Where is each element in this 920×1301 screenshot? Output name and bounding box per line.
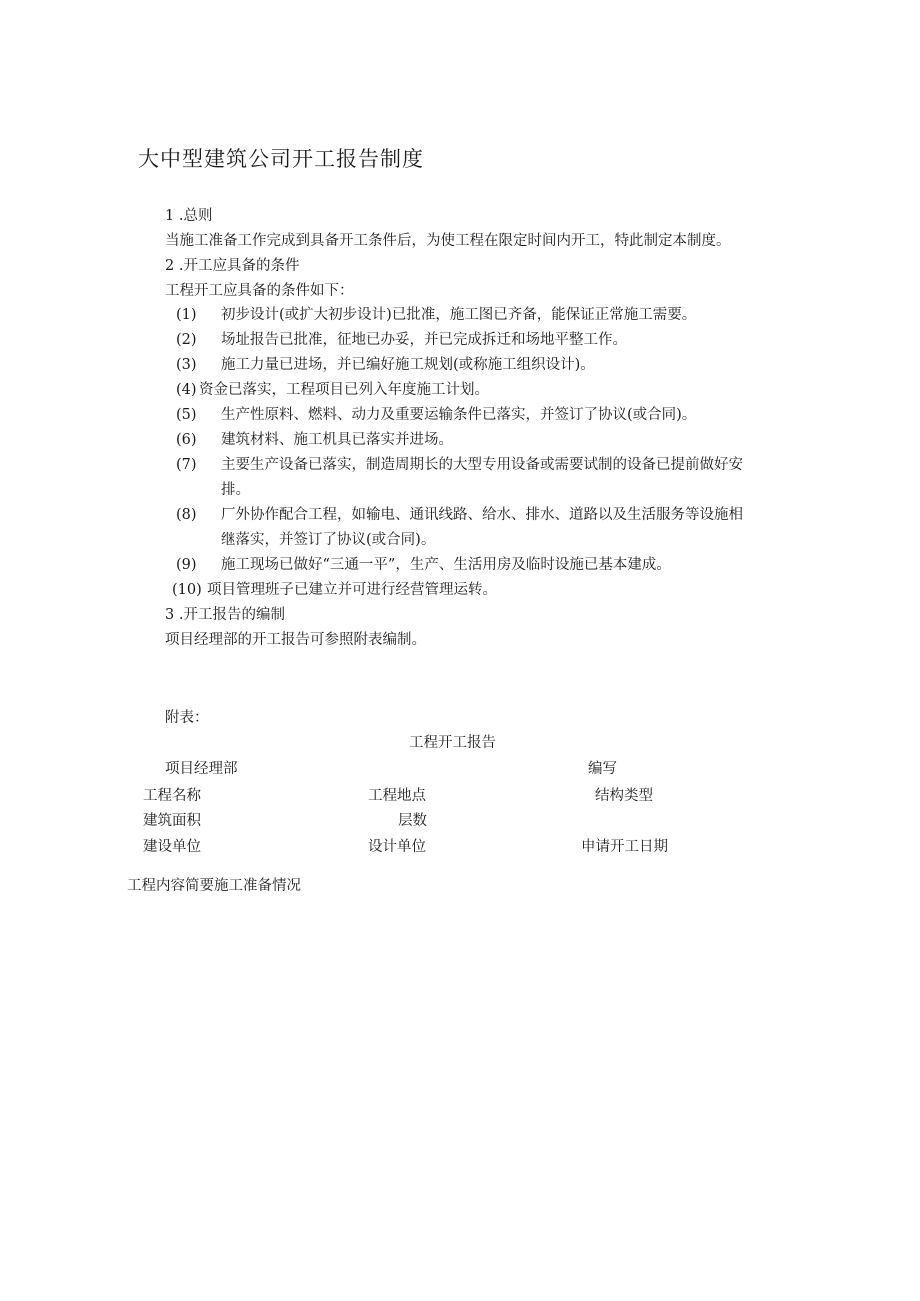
field-location-label: 工程地点 [368, 788, 426, 804]
list-item: 施工力量已进场，并已编好施工规划(或称施工组织设计)。 [221, 357, 595, 373]
list-item: 项目管理班子已建立并可进行经营管理运转。 [207, 582, 497, 598]
list-item: 施工现场已做好“三通一平”，生产、生活用房及临时设施已基本建成。 [221, 557, 671, 573]
form-title: 工程开工报告 [409, 735, 496, 751]
list-item-number: (3) [176, 357, 197, 373]
field-structure-label: 结构类型 [595, 788, 653, 804]
list-item: 建筑材料、施工机具已落实并进场。 [221, 432, 453, 448]
list-item: 初步设计(或扩大初步设计)已批准，施工图已齐备，能保证正常施工需要。 [221, 307, 697, 323]
field-writer-label: 编写 [588, 761, 617, 777]
page-title: 大中型建筑公司开工报告制度 [138, 147, 424, 171]
list-item-number: (4) [176, 382, 197, 398]
list-item-number: (10) [172, 582, 202, 598]
list-item-number: (8) [176, 507, 197, 523]
list-item-continuation: 排。 [221, 482, 250, 498]
list-item-continuation: 继落实，并签订了协议(或合同)。 [221, 532, 436, 548]
list-item: 生产性原料、燃料、动力及重要运输条件已落实，并签订了协议(或合同)。 [221, 407, 697, 423]
field-designer-label: 设计单位 [368, 839, 426, 855]
section-3-body: 项目经理部的开工报告可参照附表编制。 [165, 632, 426, 648]
field-floors-label: 层数 [398, 813, 427, 829]
section-1-heading: 1 .总则 [165, 208, 213, 224]
field-dept-label: 项目经理部 [165, 761, 238, 777]
list-item: 场址报告已批准，征地已办妥，并已完成拆迁和场地平整工作。 [221, 332, 627, 348]
field-content-label: 工程内容简要施工准备情况 [127, 878, 301, 894]
section-1-body: 当施工准备工作完成到具备开工条件后，为使工程在限定时间内开工，特此制定本制度。 [165, 233, 731, 249]
list-item-number: (7) [176, 457, 197, 473]
field-project-name-label: 工程名称 [143, 788, 201, 804]
section-3-heading: 3 .开工报告的编制 [165, 607, 285, 623]
list-item-number: (5) [176, 407, 197, 423]
section-2-heading: 2 .开工应具备的条件 [165, 258, 300, 274]
field-area-label: 建筑面积 [143, 813, 201, 829]
field-builder-label: 建设单位 [143, 839, 201, 855]
section-2-intro: 工程开工应具备的条件如下： [165, 283, 354, 299]
list-item-number: (1) [176, 307, 197, 323]
list-item: 厂外协作配合工程，如输电、通讯线路、给水、排水、道路以及生活服务等设施相 [221, 507, 743, 523]
list-item-number: (9) [176, 557, 197, 573]
list-item-number: (6) [176, 432, 197, 448]
list-item-number: (2) [176, 332, 197, 348]
list-item: 主要生产设备已落实，制造周期长的大型专用设备或需要试制的设备已提前做好安 [221, 457, 743, 473]
appendix-label: 附表： [165, 710, 209, 726]
list-item: 资金已落实，工程项目已列入年度施工计划。 [199, 382, 489, 398]
field-apply-date-label: 申请开工日期 [581, 839, 668, 855]
